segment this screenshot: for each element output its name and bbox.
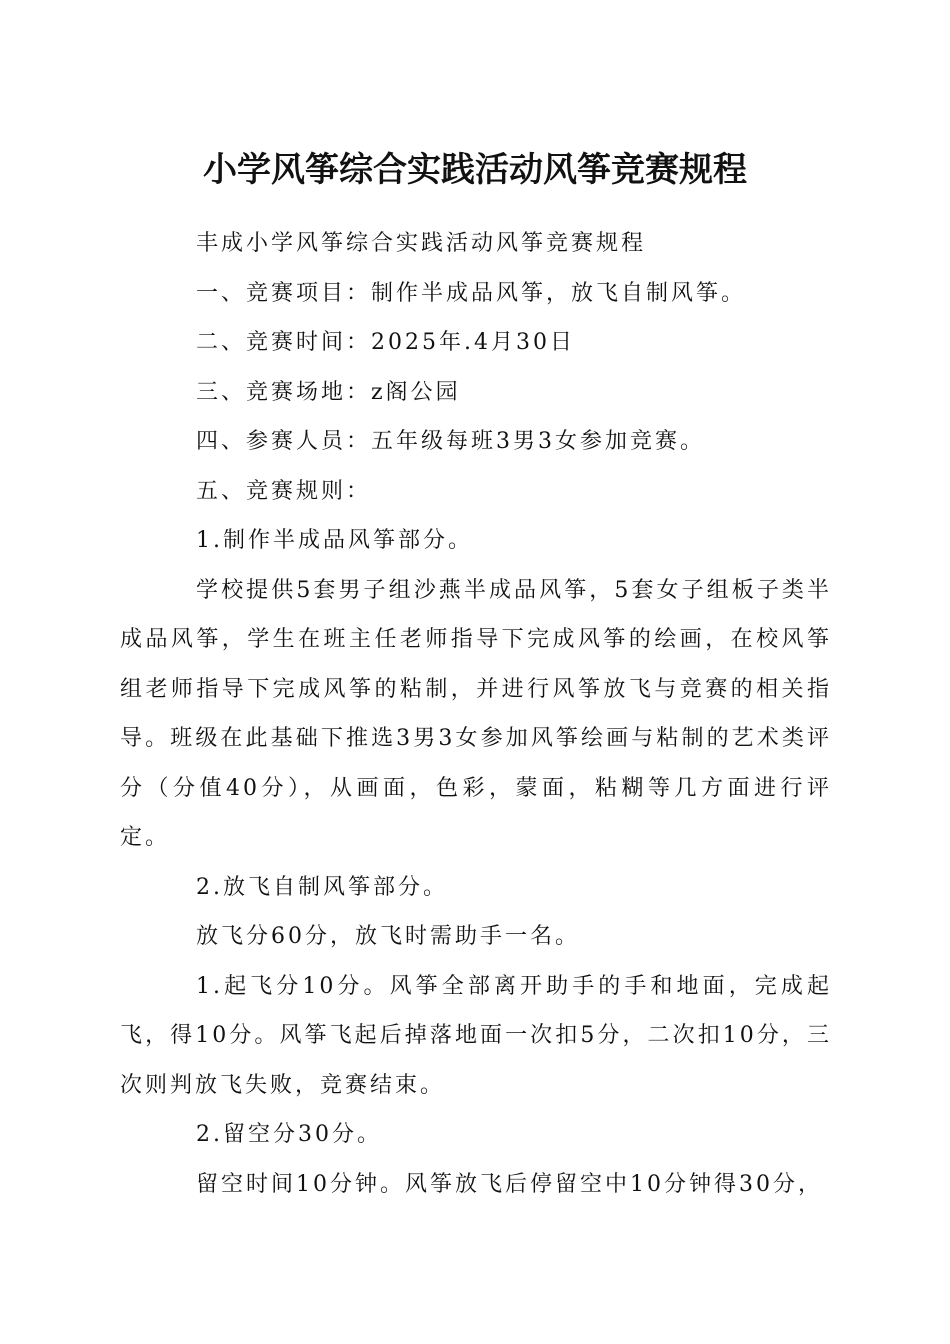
paragraph-competition-time: 二、竞赛时间：2025年.4月30日 xyxy=(196,330,575,355)
paragraph-airtime-heading: 2.留空分30分。 xyxy=(196,1122,382,1147)
document-body xyxy=(120,219,832,1209)
paragraph-airtime-details: 留空时间10分钟。风筝放飞后停留空中10分钟得30分， xyxy=(196,1171,823,1197)
paragraph-rules-heading: 五、竞赛规则： xyxy=(196,478,372,504)
paragraph-flying-score: 放飞分60分，放飞时需助手一名。 xyxy=(196,924,580,949)
paragraph-participants: 四、参赛人员：五年级每班3男3女参加竞赛。 xyxy=(196,429,705,454)
paragraph-making-details: 学校提供5套男子组沙燕半成品风筝，5套女子组板子类半成品风筝，学生在班主任老师指导下完成风筝的绘画，在校风筝组老师指导下完成风筝的粘制，并进行风筝放飞与竞赛的相关指导。班级在此基础下推选3男3女参加风筝绘画与粘制的艺术类评分（分值40分），从画面，色彩，蒙面，粘糊等几方面进行评定。 xyxy=(120,577,832,850)
paragraph-competition-items: 一、竞赛项目：制作半成品风筝，放飞自制风筝。 xyxy=(196,280,747,306)
paragraph-section-flying: 2.放飞自制风筝部分。 xyxy=(196,874,448,900)
paragraph-takeoff-score: 1.起飞分10分。风筝全部离开助手的手和地面，完成起飞，得10分。风筝飞起后掉落地面一次扣5分，二次扣10分，三次则判放飞失败，竞赛结束。 xyxy=(120,973,832,1098)
paragraph-subtitle: 丰成小学风筝综合实践活动风筝竞赛规程 xyxy=(196,231,647,256)
paragraph-competition-venue: 三、竞赛场地：z阁公园 xyxy=(196,379,461,405)
document-title: 小学风筝综合实践活动风筝竞赛规程 xyxy=(203,150,747,190)
paragraph-section-making: 1.制作半成品风筝部分。 xyxy=(196,528,473,553)
